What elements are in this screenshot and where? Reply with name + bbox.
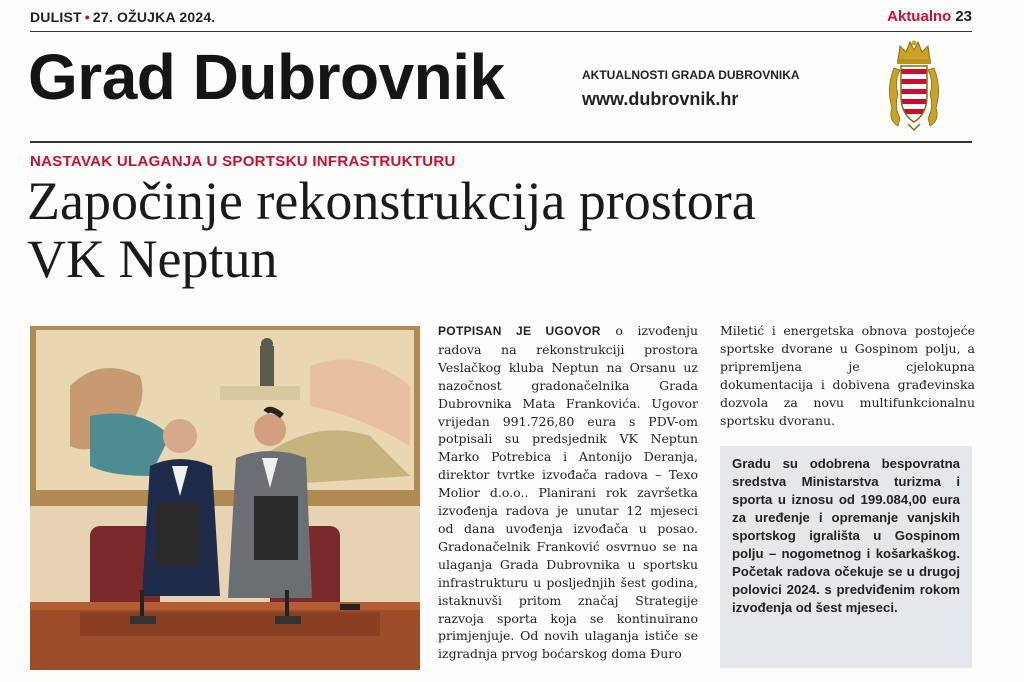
page-number: 23 (955, 8, 972, 25)
publication-name: DULIST (30, 9, 82, 25)
top-rule (30, 31, 972, 32)
masthead-title: Grad Dubrovnik (28, 41, 505, 113)
article-lead-in: POTPISAN JE UGOVOR (438, 324, 601, 338)
separator-dot: • (84, 9, 90, 25)
headline-line-1: Započinje rekonstrukcija prostora (27, 171, 756, 231)
publication-dateline (30, 9, 215, 25)
article-column-1-text: o izvođenju radova na rekonstrukciji prostora Veslačkog kluba Neptun na Orsanu uz nazočnost gradonačelnika Grada Dubrovnika Mata Frankovića. Ugovor vrijedan 991.726,80 eura s PDV-om potpisali su predsjednik VK Neptun Marko Potrebica i Antonijo Deranja, direktor tvrtke izvođača radova – Texo Molior d.o.o.. Planirani rok završetka izvođenja radova je unutar 12 mjeseci od dana uvođenja izvođača u posao. Gradonačelnik Franković osvrnuo se na ulaganja Grada Dubrovnika u sportsku infrastrukturu u posljednjih šest godina, istaknuvši pritom značaj Strategije razvoja sporta koja se kontinuirano primjenjuje. Od novih ulaganja ističe se izgradnja prvog boćarskog doma Đuro (438, 323, 698, 662)
headline-line-2: VK Neptun (27, 229, 278, 289)
masthead-rule (30, 141, 972, 143)
article-photo (30, 326, 420, 670)
article-headline (27, 172, 987, 288)
section-name: Aktualno (887, 8, 952, 25)
publication-date: 27. OŽUJKA 2024. (92, 9, 216, 25)
masthead-tagline: AKTUALNOSTI GRADA DUBROVNIKA (582, 68, 800, 82)
article-column-1 (438, 322, 698, 663)
masthead-url: www.dubrovnik.hr (582, 89, 739, 109)
article-column-2: Miletić i energetska obnova postojeće sportske dvorane u Gospinom polju, a pripremljena je cjelokupna dokumentacija i dobivena građevinska dozvola za novu multifunkcionalnu sportsku dvoranu. (720, 323, 975, 428)
info-box-text: Gradu su odobrena bespovratna sredstva Ministarstva turizma i sporta u iznosu od 199.084,00 eura za uređenje i opremanje vanjskih sportskog igrališta u Gospinom polju – nogometnog i košarkaškog. Početak radova očekuje se u drugoj polovici 2024. s predviđenim rokom izvođenja od šest mjeseci. (732, 456, 960, 615)
article-kicker: NASTAVAK ULAGANJA U SPORTSKU INFRASTRUKTURU (30, 153, 456, 170)
info-box (720, 446, 972, 668)
crest-icon (884, 38, 944, 132)
section-pagination (887, 8, 972, 25)
